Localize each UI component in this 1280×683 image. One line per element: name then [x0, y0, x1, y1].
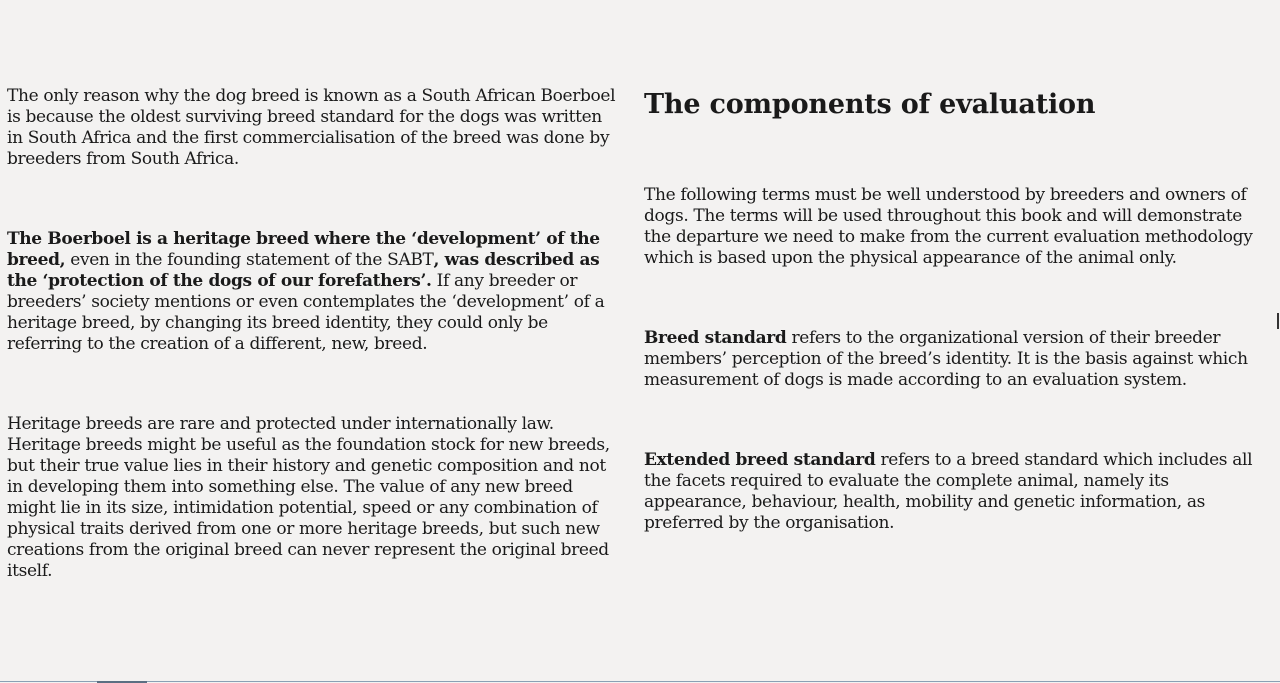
section-heading: The components of evaluation	[644, 89, 1096, 120]
paragraph-breed-origin: The only reason why the dog breed is known as a South African Boerboel is because the oldest surviving breed standard for the dogs was written in South Africa and the first commercialisation of the breed was done by breeders from South Africa.	[7, 86, 616, 169]
paragraph-heritage-value: Heritage breeds are rare and protected under internationally law. Heritage breeds might be useful as the foundation stock for new breeds, but their true value lies in their history and genetic composition and not in developing them into something else. The value of any new breed might lie in its size, intimidation potential, speed or any combination of physical traits derived from one or more heritage breeds, but such new creations from the original breed can never represent the original breed itself.	[7, 414, 610, 581]
definition-breed-standard: refers to the organizational version of their breeder members’ perception of the breed’s identity. It is the basis against which measurement of dogs is made according to an evaluation system.	[644, 328, 1248, 390]
definition-extended-breed-standard: refers to a breed standard which includes all the facets required to evaluate the complete animal, namely its appearance, behaviour, health, mobility and genetic information, as preferred by the organisation.	[644, 450, 1253, 533]
paragraph-breed-standard	[644, 328, 1254, 391]
text-development-warning: If any breeder or breeders’ society mentions or even contemplates the ‘development’ of a heritage breed, by changing its breed identity, they could only be referring to the creation of a different, new, breed.	[7, 271, 605, 354]
paragraph-terms-intro: The following terms must be well understood by breeders and owners of dogs. The terms will be used throughout this book and will demonstrate the departure we need to make from the current evaluation methodology which is based upon the physical appearance of the animal only.	[644, 185, 1253, 268]
term-extended-breed-standard: Extended breed standard	[644, 450, 876, 470]
text-founding-statement: even in the founding statement of the SABT	[65, 250, 434, 270]
paragraph-extended-breed-standard	[644, 450, 1254, 534]
bold-text-heritage-breed: The Boerboel is a heritage breed where the ‘development’ of the breed,	[7, 229, 600, 270]
paragraph-heritage-breed	[7, 229, 619, 355]
bold-text-protection: , was described as the ‘protection of the dogs of our forefathers’.	[7, 250, 600, 291]
term-breed-standard: Breed standard	[644, 328, 787, 348]
text-cursor-mark	[1277, 313, 1279, 329]
bottom-divider	[0, 681, 1280, 682]
